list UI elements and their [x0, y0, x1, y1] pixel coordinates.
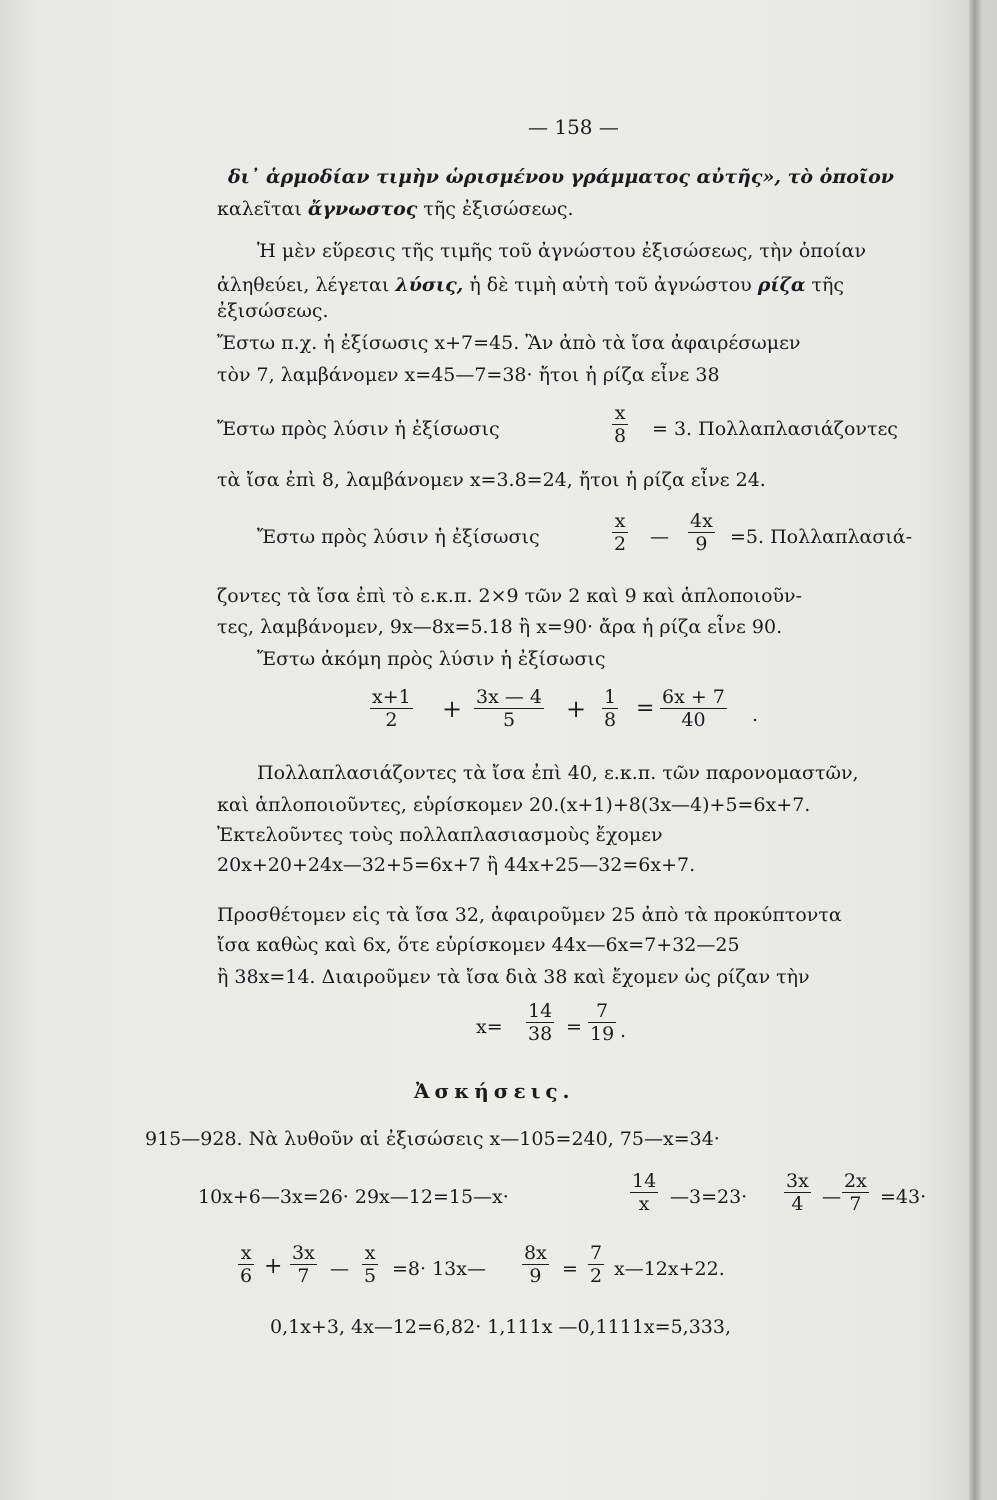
plus-sign: +	[442, 695, 463, 723]
fraction-root-1: $\frac{14}{38}$	[528, 1000, 553, 1045]
fraction-x-over-8: $\frac{x}{8}$	[614, 402, 627, 447]
text-line-13: Ἔστω ἀκόμη πρὸς λύσιν ἡ ἐξίσωσις	[257, 648, 606, 670]
text-line-12: τες, λαμβάνομεν, 9x—8x=5.18 ἢ x=90· ἄρα ἡ ρίζα εἶνε 90.	[217, 616, 783, 638]
text-line-10c: =5. Πολλαπλασιά-	[730, 526, 913, 548]
root-x-equals: x=	[476, 1016, 503, 1038]
fraction-eq-2: $\frac{3x — 4}{5}$	[476, 686, 542, 731]
text-line-9: τὰ ἴσα ἐπὶ 8, λαμβάνομεν x=3.8=24, ἤτοι ἡ ρίζα εἶνε 24.	[217, 469, 766, 491]
minus-sign: —	[650, 526, 669, 548]
fraction-ex-7-over-2: $\frac{7}{2}$	[590, 1242, 603, 1287]
fraction-ex-2x-over-7: $\frac{2x}{7}$	[844, 1170, 867, 1215]
fraction-ex-3x-over-4: $\frac{3x}{4}$	[786, 1170, 809, 1215]
text-line-8a: Ἔστω πρὸς λύσιν ἡ ἐξίσωσις	[217, 418, 500, 440]
exercise-line-2b: —3=23·	[670, 1186, 748, 1208]
text-line-17: Ἐκτελοῦντες τοὺς πολλαπλασιασμοὺς ἔχομεν	[217, 824, 663, 846]
exercise-line-1: 915—928. Νὰ λυθοῦν αἱ ἐξισώσεις x—105=240, 75—x=34·	[145, 1128, 720, 1150]
text-line-8b: = 3. Πολλαπλασιάζοντες	[652, 418, 898, 440]
exercise-line-3a: =8· 13x—	[392, 1258, 486, 1280]
plus-sign: +	[566, 695, 587, 723]
text-line-11: ζοντες τὰ ἴσα ἐπὶ τὸ ε.κ.π. 2×9 τῶν 2 καὶ 9 καὶ ἁπλοποιοῦν-	[217, 585, 803, 607]
fraction-root-2: $\frac{7}{19}$	[590, 1000, 615, 1045]
exercises-heading: Ἀσκήσεις.	[414, 1079, 575, 1103]
text-line-16: καὶ ἁπλοποιοῦντες, εὑρίσκομεν 20.(x+1)+8(3x—4)+5=6x+7.	[217, 794, 811, 816]
fraction-ex-3x-over-7: $\frac{3x}{7}$	[292, 1242, 315, 1287]
exercise-line-3b: x—12x+22.	[614, 1258, 725, 1280]
text-line-6: Ἔστω π.χ. ἡ ἐξίσωσις x+7=45. Ἂν ἀπὸ τὰ ἴσα ἀφαιρέσωμεν	[217, 332, 801, 354]
minus-sign: —	[330, 1258, 349, 1280]
text-line-19: Προσθέτομεν εἰς τὰ ἴσα 32, ἀφαιροῦμεν 25 ἀπὸ τὰ προκύπτοντα	[217, 904, 842, 926]
page-edge	[969, 0, 983, 1500]
text-line-3: Ἡ μὲν εὕρεσις τῆς τιμῆς τοῦ ἀγνώστου ἐξισώσεως, τὴν ὁποίαν	[257, 240, 867, 262]
fraction-4x-over-9: $\frac{4x}{9}$	[690, 510, 713, 555]
fraction-ex-14-over-x: $\frac{14}{x}$	[632, 1170, 657, 1215]
minus-sign: —	[822, 1186, 841, 1208]
fraction-eq-1: $\frac{x+1}{2}$	[372, 686, 411, 731]
plus-sign: +	[264, 1254, 283, 1279]
exercise-line-2c: =43·	[880, 1186, 927, 1208]
text-line-1: δι᾿ ἁρμοδίαν τιμὴν ὡρισμένου γράμματος αὐτῆς», τὸ ὁποῖον	[228, 166, 894, 188]
fraction-ex-x-over-5: $\frac{x}{5}$	[364, 1242, 377, 1287]
text-line-4: ἀληθεύει, λέγεται λύσις, ἡ δὲ τιμὴ αὐτὴ τοῦ ἀγνώστου ρίζα τῆς	[217, 274, 845, 296]
text-line-18: 20x+20+24x—32+5=6x+7 ἢ 44x+25—32=6x+7.	[217, 854, 696, 876]
fraction-eq-4: $\frac{6x + 7}{40}$	[662, 686, 725, 731]
text-line-2: καλεῖται ἄγνωστος τῆς ἐξισώσεως.	[217, 198, 574, 220]
text-line-5: ἐξισώσεως.	[217, 300, 329, 322]
text-line-15: Πολλαπλασιάζοντες τὰ ἴσα ἐπὶ 40, ε.κ.π. τῶν παρονομαστῶν,	[257, 762, 859, 784]
text-line-10a: Ἔστω πρὸς λύσιν ἡ ἐξίσωσις	[257, 526, 540, 548]
equals-sign: =	[566, 1016, 582, 1038]
text-line-20: ἴσα καθὼς καὶ 6x, ὅτε εὑρίσκομεν 44x—6x=7+32—25	[217, 934, 740, 956]
period: .	[752, 704, 759, 726]
equals-sign: =	[562, 1258, 578, 1280]
text-line-7: τὸν 7, λαμβάνομεν x=45—7=38· ἤτοι ἡ ρίζα εἶνε 38	[217, 364, 720, 386]
period: .	[620, 1020, 627, 1042]
exercise-line-4: 0,1x+3, 4x—12=6,82· 1,111x —0,1111x=5,333,	[270, 1316, 732, 1338]
fraction-eq-3: $\frac{1}{8}$	[604, 686, 617, 731]
fraction-ex-8x-over-9: $\frac{8x}{9}$	[524, 1242, 547, 1287]
fraction-x-over-2: $\frac{x}{2}$	[614, 510, 627, 555]
page-number: — 158 —	[528, 115, 619, 139]
fraction-ex-x-over-6: $\frac{x}{6}$	[240, 1242, 253, 1287]
text-line-21: ἢ 38x=14. Διαιροῦμεν τὰ ἴσα διὰ 38 καὶ ἔχομεν ὡς ρίζαν τὴν	[217, 966, 810, 988]
equals-sign: =	[636, 696, 655, 721]
exercise-line-2a: 10x+6—3x=26· 29x—12=15—x·	[198, 1186, 509, 1208]
